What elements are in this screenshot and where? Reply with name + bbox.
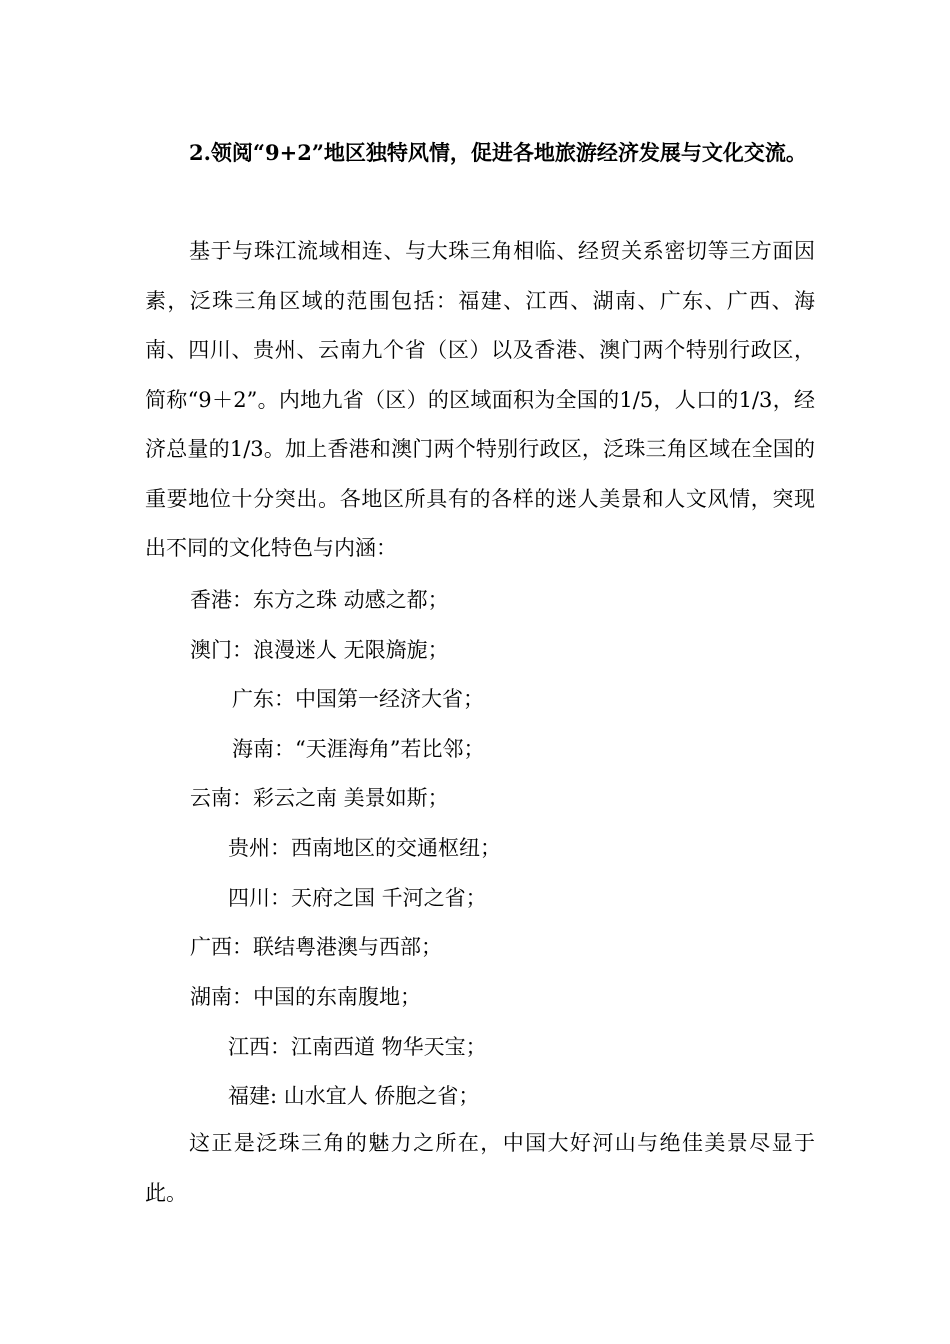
section-heading: 2.领阅“9+2”地区独特风情，促进各地旅游经济发展与文化交流。: [189, 140, 807, 165]
intro-paragraph: 基于与珠江流域相连、与大珠三角相临、经贸关系密切等三方面因素，泛珠三角区域的范围包括：福建、江西、湖南、广东、广西、海南、四川、贵州、云南九个省（区）以及香港、澳门两个特别行政区，简称“9＋2”。内地九省（区）的区域面积为全国的1/5，人口的1/3，经济总量的1/3。加上香港和澳门两个特别行政区，泛珠三角区域在全国的重要地位十分突出。各地区所具有的各样的迷人美景和人文风情，突现出不同的文化特色与内涵：: [145, 239, 815, 560]
region-line-macau: 澳门：浪漫迷人 无限旖旎；: [190, 638, 449, 662]
region-line-yunnan: 云南：彩云之南 美景如斯；: [190, 786, 449, 810]
region-line-sichuan: 四川：天府之国 千河之省；: [228, 886, 487, 910]
region-line-hunan: 湖南：中国的东南腹地；: [190, 985, 421, 1009]
region-line-fujian: 福建: 山水宜人 侨胞之省；: [228, 1084, 480, 1108]
region-line-jiangxi: 江西：江南西道 物华天宝；: [228, 1035, 487, 1059]
conclusion-paragraph: 这正是泛珠三角的魅力之所在，中国大好河山与绝佳美景尽显于此。: [145, 1131, 815, 1205]
region-line-guangdong: 广东：中国第一经济大省；: [232, 687, 484, 711]
region-line-hainan: 海南：“天涯海角”若比邻；: [232, 737, 485, 761]
region-line-hongkong: 香港：东方之珠 动感之都；: [190, 588, 449, 612]
region-line-guangxi: 广西：联结粤港澳与西部；: [190, 935, 442, 959]
region-line-guizhou: 贵州：西南地区的交通枢纽；: [228, 836, 501, 860]
